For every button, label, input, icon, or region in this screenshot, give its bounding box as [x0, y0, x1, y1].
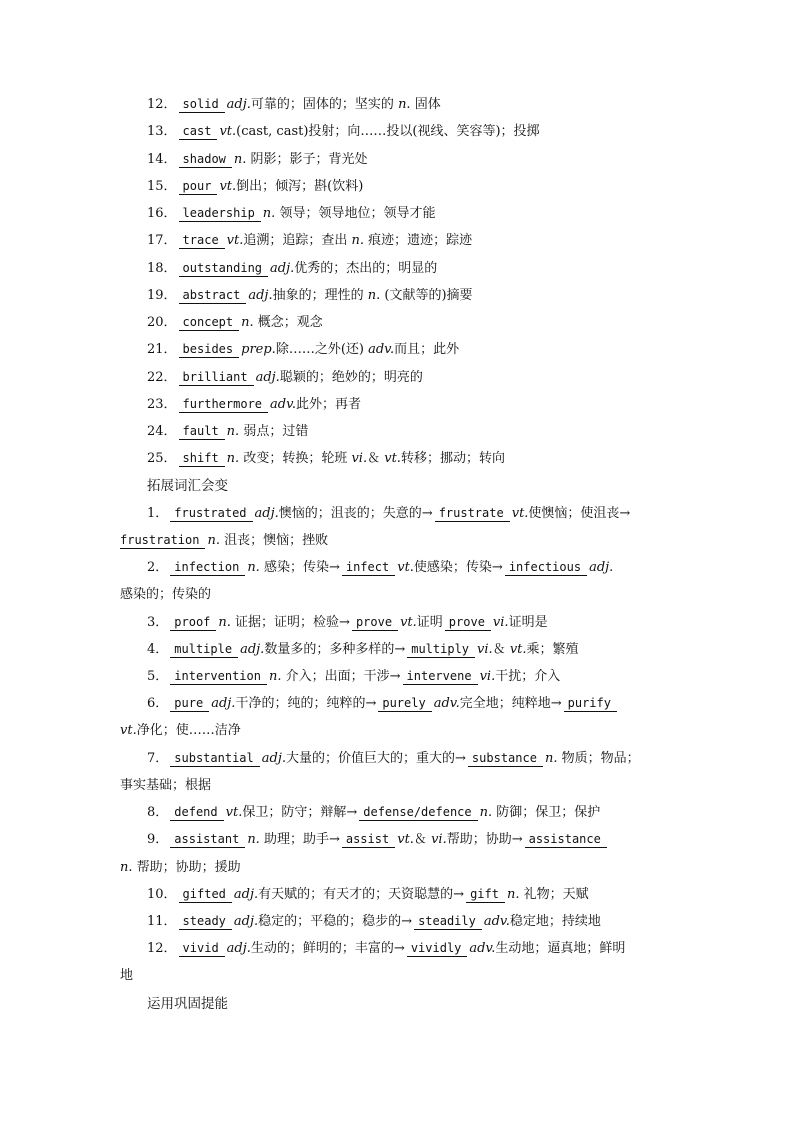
- ext-item: 12． vivid adj.生动的；鲜明的；丰富的→ vividly adv.生动地；逼真地；鲜明: [147, 941, 626, 956]
- answer-blank: shadow: [179, 152, 232, 168]
- ext-item: 8． defend vt.保卫；防守；辩解→ defense/defence n. 防御；保卫；保护: [147, 805, 601, 820]
- answer-blank: cast: [179, 124, 218, 140]
- vocab-item: 22． brilliant adj.聪颖的；绝妙的；明亮的: [147, 370, 423, 385]
- answer-blank: defend: [170, 805, 223, 821]
- answer-blank: proof: [170, 615, 216, 631]
- answer-blank: vivid: [179, 941, 225, 957]
- answer-blank: outstanding: [179, 261, 268, 277]
- vocab-item: 24． fault n. 弱点；过错: [147, 424, 309, 439]
- answer-blank: steady: [179, 914, 232, 930]
- vocab-item: 13． cast vt.(cast, cast)投射；向……投以(视线、笑容等)；投掷: [147, 124, 540, 139]
- answer-blank: multiply: [407, 642, 475, 658]
- answer-blank: substance: [468, 751, 543, 767]
- answer-blank: solid: [179, 97, 225, 113]
- vocab-item: 16． leadership n. 领导；领导地位；领导才能: [147, 206, 436, 221]
- answer-blank: purify: [564, 696, 617, 712]
- vocab-item: 23． furthermore adv.此外；再者: [147, 397, 362, 412]
- ext-item-cont: vt.净化；使……洁净: [120, 723, 241, 738]
- definition: adj.聪颖的；绝妙的；明亮的: [255, 370, 423, 385]
- definition: n. 改变；转换；轮班 vi.＆ vt.转移；挪动；转向: [226, 451, 505, 466]
- answer-blank: assist: [342, 832, 395, 848]
- answer-blank: frustration: [120, 533, 205, 549]
- ext-item: 9． assistant n. 助理；助手→ assist vt.＆ vi.帮助；协助→ assistance: [147, 830, 684, 850]
- vocab-item: 25． shift n. 改变；转换；轮班 vi.＆ vt.转移；挪动；转向: [147, 451, 505, 466]
- answer-blank: frustrated: [170, 506, 252, 522]
- answer-blank: intervene: [403, 669, 478, 685]
- ext-item: 10． gifted adj.有天赋的；有天才的；天资聪慧的→ gift n. 礼物；天赋: [147, 887, 589, 902]
- definition: vt.追溯；追踪；查出 n. 痕迹；遗迹；踪迹: [226, 233, 473, 248]
- answer-blank: vividly: [407, 941, 468, 957]
- vocab-item: 20． concept n. 概念；观念: [147, 315, 323, 330]
- answer-blank: abstract: [179, 288, 247, 304]
- answer-blank: besides: [179, 342, 240, 358]
- ext-item: 5． intervention n. 介入；出面；干涉→ intervene vi.干扰；介入: [147, 669, 561, 684]
- ext-item: 6． pure adj.干净的；纯的；纯粹的→ purely adv.完全地；纯粹地→ purify: [147, 694, 684, 714]
- ext-item: 11． steady adj.稳定的；平稳的；稳步的→ steadily adv.稳定地；持续地: [147, 914, 601, 929]
- answer-blank: pour: [179, 179, 218, 195]
- answer-blank: defense/defence: [359, 805, 477, 821]
- answer-blank: infection: [170, 560, 245, 576]
- vocab-item: 18． outstanding adj.优秀的；杰出的；明显的: [147, 261, 438, 276]
- section-heading: 拓展词汇会变: [147, 478, 228, 494]
- answer-blank: gifted: [179, 887, 232, 903]
- ext-item-cont: 感染的；传染的: [120, 587, 212, 602]
- ext-item-cont: frustration n. 沮丧；懊恼；挫败: [120, 533, 329, 548]
- definition: adj.可靠的；固体的；坚实的 n. 固体: [226, 97, 441, 112]
- vocab-item: 21． besides prep.除……之外(还) adv.而且；此外: [147, 342, 460, 357]
- answer-blank: multiple: [170, 642, 238, 658]
- definition: vt.倒出；倾泻；斟(饮料): [219, 179, 364, 194]
- definition: n. 领导；领导地位；领导才能: [262, 206, 436, 221]
- definition: adv.此外；再者: [270, 397, 362, 412]
- answer-blank: prove: [352, 615, 398, 631]
- definition: n. 概念；观念: [241, 315, 323, 330]
- vocab-item: 15． pour vt.倒出；倾泻；斟(饮料): [147, 179, 364, 194]
- ext-item-cont: 事实基础；根据: [120, 778, 212, 793]
- answer-blank: fault: [179, 424, 225, 440]
- answer-blank: intervention: [170, 669, 267, 685]
- answer-blank: concept: [179, 315, 240, 331]
- answer-blank: gift: [466, 887, 505, 903]
- vocab-item: 19． abstract adj.抽象的；理性的 n. (文献等的)摘要: [147, 288, 473, 303]
- answer-blank: purely: [378, 696, 431, 712]
- ext-item: 7． substantial adj.大量的；价值巨大的；重大的→ substance n. 物质；物品；: [147, 751, 640, 766]
- answer-blank: infectious: [505, 560, 587, 576]
- vocab-item: 12． solid adj.可靠的；固体的；坚实的 n. 固体: [147, 97, 441, 112]
- answer-blank: furthermore: [179, 397, 268, 413]
- definition: n. 弱点；过错: [226, 424, 309, 439]
- ext-item: 4． multiple adj.数量多的；多种多样的→ multiply vi.＆ vt.乘；繁殖: [147, 642, 579, 657]
- ext-item: 3． proof n. 证据；证明；检验→ prove vt.证明 prove vi.证明是: [147, 615, 548, 630]
- answer-blank: leadership: [179, 206, 261, 222]
- answer-blank: trace: [179, 233, 225, 249]
- answer-blank: substantial: [170, 751, 259, 767]
- ext-item-cont: 地: [120, 968, 134, 983]
- definition: vt.(cast, cast)投射；向……投以(视线、笑容等)；投掷: [219, 124, 540, 139]
- footer-heading: 运用巩固提能: [147, 996, 228, 1012]
- definition: prep.除……之外(还) adv.而且；此外: [241, 342, 460, 357]
- answer-blank: assistance: [525, 832, 607, 848]
- answer-blank: infect: [342, 560, 395, 576]
- definition: n. 阴影；影子；背光处: [233, 152, 368, 167]
- vocab-item: 14． shadow n. 阴影；影子；背光处: [147, 152, 368, 167]
- answer-blank: pure: [170, 696, 209, 712]
- answer-blank: prove: [445, 615, 491, 631]
- answer-blank: brilliant: [179, 370, 254, 386]
- definition: adj.优秀的；杰出的；明显的: [270, 261, 438, 276]
- ext-item-cont: n. 帮助；协助；援助: [120, 860, 241, 875]
- answer-blank: steadily: [414, 914, 482, 930]
- vocab-item: 17． trace vt.追溯；追踪；查出 n. 痕迹；遗迹；踪迹: [147, 233, 473, 248]
- answer-blank: shift: [179, 451, 225, 467]
- answer-blank: frustrate: [435, 506, 510, 522]
- answer-blank: assistant: [170, 832, 245, 848]
- ext-item: 2． infection n. 感染；传染→ infect vt.使感染；传染→ infectious adj.: [147, 560, 614, 575]
- ext-item: 1． frustrated adj.懊恼的；沮丧的；失意的→ frustrate vt.使懊恼；使沮丧→: [147, 506, 631, 521]
- definition: adj.抽象的；理性的 n. (文献等的)摘要: [248, 288, 473, 303]
